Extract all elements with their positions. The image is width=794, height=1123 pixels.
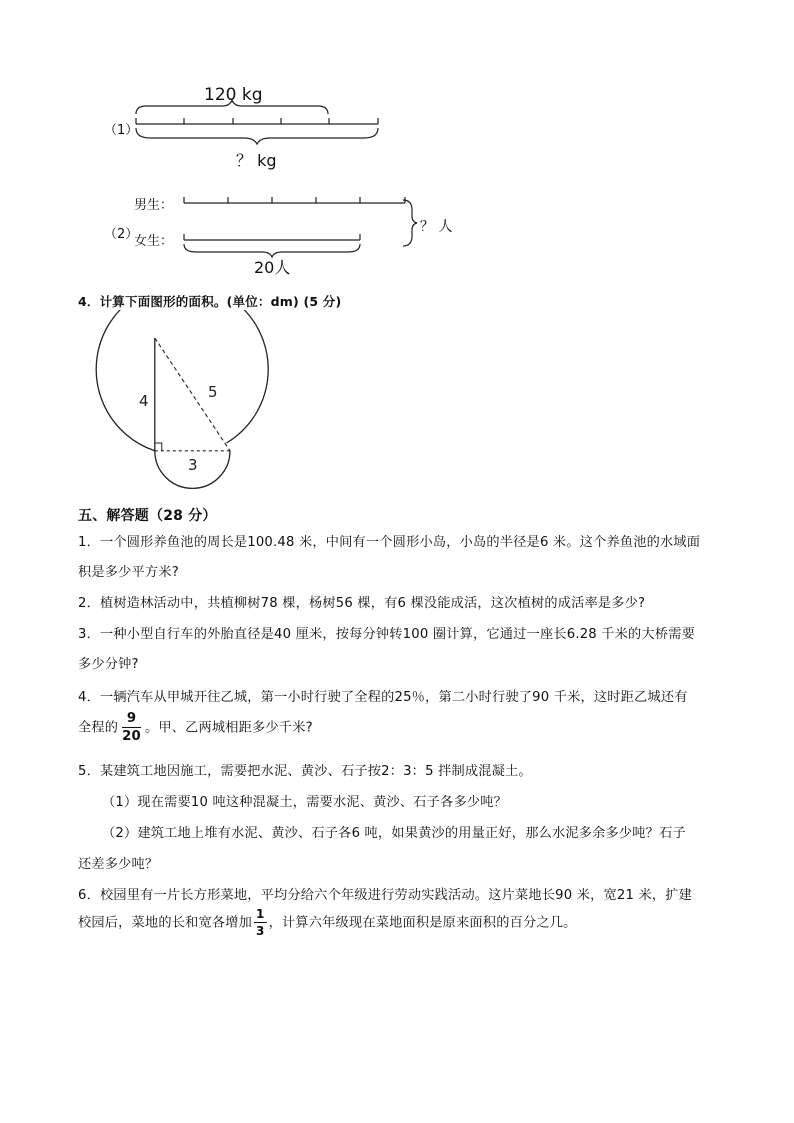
top-brace [136, 100, 328, 114]
diagram-1-figure [0, 0, 794, 180]
problem-5-sub-1: （1）现在需要10 吨这种混凝土，需要水泥、黄沙、石子各多少吨？ [102, 795, 508, 810]
boys-label: 男生： [134, 198, 174, 213]
diagram-1-top-text: 120 kg [204, 85, 263, 105]
girls-count-text: 20人 [254, 258, 291, 277]
problem-4-line-2 [78, 712, 313, 743]
problem-6-line-1: 6．校园里有一片长方形菜地，平均分给六个年级进行劳动实践活动。这片菜地长90 米，宽21 米，扩建 [78, 888, 693, 903]
problem-6-post: ，计算六年级现在菜地面积是原来面积的百分之几。 [268, 915, 577, 931]
total-text: ？ 人 [420, 219, 453, 235]
large-circle-arc [96, 310, 268, 451]
diagram-2-figure [0, 180, 794, 285]
bottom-brace [136, 128, 378, 144]
base-3-label: 3 [188, 456, 198, 474]
hypotenuse-5 [155, 338, 230, 451]
problem-1-line-1: 1．一个圆形养鱼池的周长是100.48 米，中间有一个圆形小岛，小岛的半径是6 米。这个养鱼池的水域面 [78, 535, 701, 550]
fraction-1-3: $\frac{1}{3}$ [256, 907, 265, 938]
problem-4-post: 。甲、乙两城相距多少千米? [144, 720, 313, 736]
diagram-2 [0, 180, 794, 285]
problem-3-line-2: 多少分钟? [78, 657, 139, 672]
side-4-label: 4 [139, 392, 149, 410]
section-5-title: 五、解答题（28 分） [78, 508, 217, 524]
diagram-1 [0, 0, 794, 180]
problem-5-line-1: 5．某建筑工地因施工，需要把水泥、黄沙、石子按2：3：5 拌制成混凝土。 [78, 764, 532, 779]
problem-1-line-2: 积是多少平方米? [78, 565, 179, 580]
problem-4-pre: 全程的 [78, 720, 119, 736]
question-4: 4．计算下面图形的面积。(单位：dm) (5 分) [78, 294, 342, 309]
girls-label: 女生： [134, 234, 174, 249]
fraction-9-20: $\frac{9}{20}$ [122, 711, 141, 745]
problem-5-sub-2-line-1: （2）建筑工地上堆有水泥、黄沙、石子各6 吨，如果黄沙的用量正好，那么水泥多余多少吨？石子 [102, 826, 686, 841]
diagram-1-label: （1） [104, 123, 139, 138]
diagram-1-bottom-text: ？ kg [236, 151, 277, 170]
problem-4-line-1: 4．一辆汽车从甲城开往乙城，第一小时行驶了全程的25％，第二小时行驶了90 千米，这时距乙城还有 [78, 690, 688, 705]
area-figure [0, 310, 320, 490]
problem-2: 2．植树造林活动中，共植柳树78 棵，杨树56 棵，有6 棵没能成活，这次植树的成活率是多少? [78, 596, 646, 611]
problem-6-pre: 校园后，菜地的长和宽各增加 [78, 915, 253, 931]
problem-6-line-2 [78, 908, 577, 937]
problem-5-sub-2-line-2: 还差多少吨？ [78, 857, 159, 872]
hypotenuse-label: 5 [208, 383, 218, 401]
right-angle-mark [155, 443, 162, 451]
diagram-2-label: （2） [104, 227, 139, 242]
problem-3-line-1: 3．一种小型自行车的外胎直径是40 厘米，按每分钟转100 圈计算，它通过一座长6.28 千米的大桥需要 [78, 627, 695, 642]
